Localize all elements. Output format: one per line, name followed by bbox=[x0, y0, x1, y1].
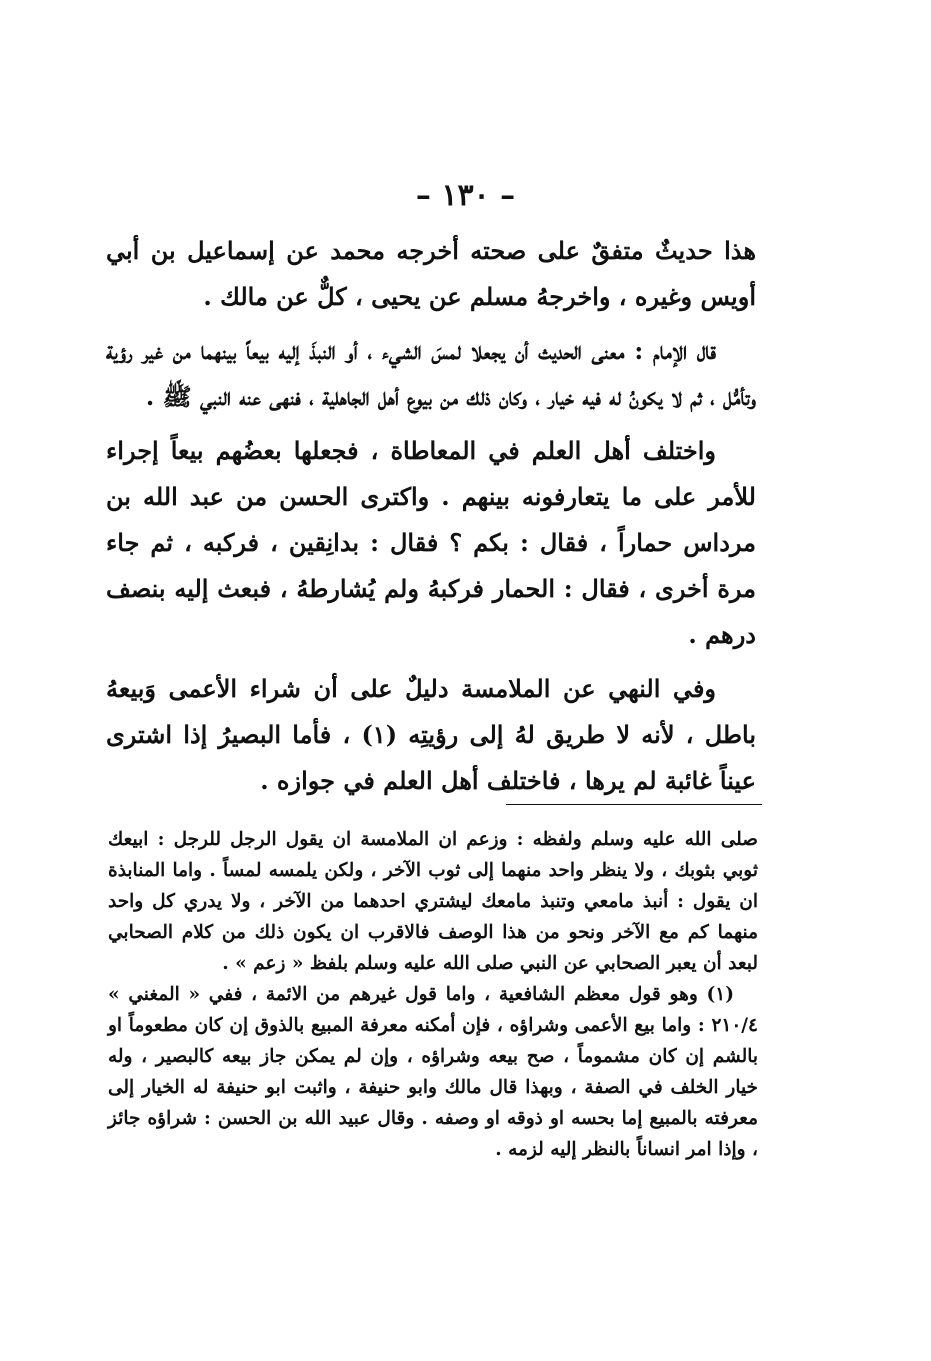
main-paragraph-4: وفي النهي عن الملامسة دليلٌ على أن شراء الأعمى وَبيعهُ باطل ، لأنه لا طريق لهُ إلى رؤيتِه (١) ، فأما البصيرُ إذا اشترى عيناً غائبة لم يرها ، فاختلف أهل العلم في جوازه . bbox=[106, 674, 756, 795]
page-number: – ١٣٠ – bbox=[415, 178, 516, 213]
footnote-1: (١) وهو قول معظم الشافعية ، واما قول غيرهم من الائمة ، ففي « المغني » ٢١٠/٤ : واما بيع الأعمى وشراؤه ، فإن أمكنه معرفة المبيع بالذوق إن كان مطعوماً او بالشم إن كان مشموماً ، صح بيعه وشراؤه ، وإن لم يمكن جاز بيعه كالبصير ، وله خيار الخلف في الصفة ، وبهذا قال مالك وابو حنيفة ، واثبت ابو حنيفة له الخيار إلى معرفته بالمبيع إما بحسه او ذوقه او وصفه . وقال عبيد الله بن الحسن : شراؤه جائز ، وإذا امر انساناً بالنظر إليه لزمه . bbox=[108, 984, 758, 1160]
main-paragraph-1: هذا حديثٌ متفقٌ على صحته أخرجه محمد عن إسماعيل بن أبي أويس وغيره ، واخرجهُ مسلم عن يحيى ، كلٌّ عن مالك . bbox=[106, 236, 756, 311]
main-paragraph-2: قال الإمام : معنى الحديث أن يجعلا لمسَ الشيء ، أو النبذَ إليه بيعاً بينهما من غير رؤية وتأمُّل ، ثم لا يكونُ له فيه خيار ، وكان ذلك من بيوع أهل الجاهلية ، فنهى عنه النبي ﷺ . bbox=[106, 336, 756, 411]
main-paragraph-3: واختلف أهل العلم في المعاطاة ، فجعلها بعضُهم بيعاً إجراء للأمر على ما يتعارفونه بينهم . واكترى الحسن من عبد الله بن مرداس حماراً ، فقال : بكم ؟ فقال : بدانِقين ، فركبه ، ثم جاء مرة أخرى ، فقال : الحمار فركبهُ ولم يُشارطهُ ، فبعث إليه بنصف درهم . bbox=[106, 436, 756, 649]
footnotes bbox=[108, 824, 758, 1165]
footnote-continuation: صلى الله عليه وسلم ولفظه : وزعم ان الملامسة ان يقول الرجل للرجل : ابيعك ثوبي بثوبك ، ولا ينظر واحد منهما إلى ثوب الآخر ، ولكن يلمسه لمساً . واما المنابذة ان يقول : أنبذ مامعي وتنبذ مامعك ليشتري احدهما من الآخر ، ولا يدري كل واحد منهما كم مع الآخر ونحو من هذا الوصف فالاقرب ان يكون ذلك من كلام الصحابي لبعد أن يعبر الصحابي عن النبي صلى الله عليه وسلم بلفظ « زعم » . bbox=[108, 829, 758, 974]
main-text bbox=[106, 228, 756, 804]
footnote-separator bbox=[506, 804, 762, 805]
